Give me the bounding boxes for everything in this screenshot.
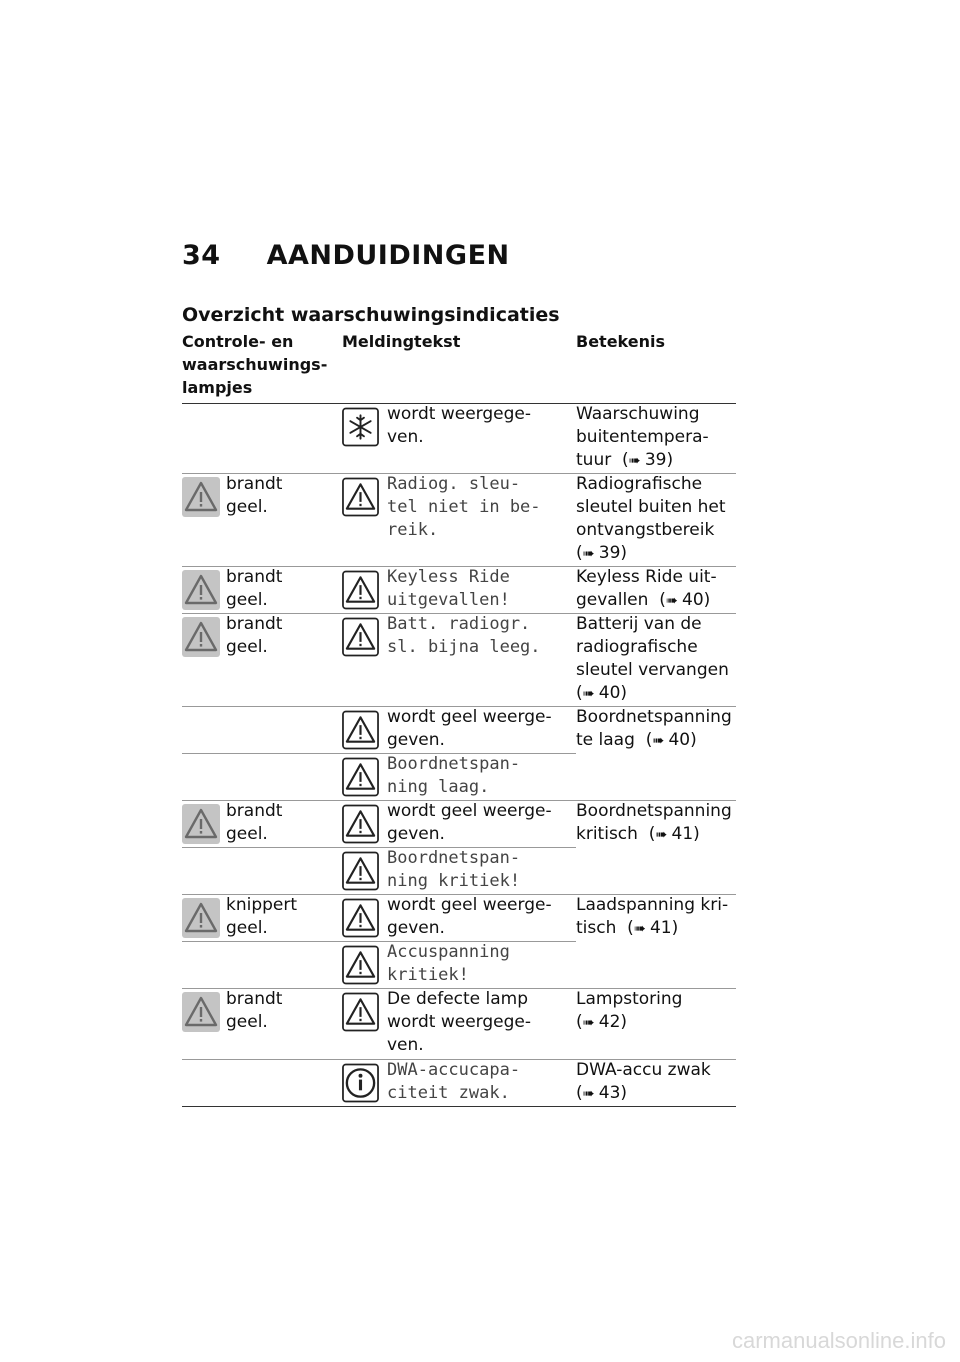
message-line: De defecte lamp <box>387 989 529 1009</box>
page-reference-arrow-icon: ➠ <box>655 827 667 843</box>
meaning-text <box>576 894 728 941</box>
column-header-lamps <box>182 330 327 399</box>
lamp-status <box>226 566 282 612</box>
display-message <box>387 941 510 987</box>
message-line: geven. <box>387 730 445 750</box>
lamp-status <box>226 894 297 940</box>
meaning-text <box>576 1059 711 1106</box>
message-text <box>387 894 552 940</box>
lamp-status-line: geel. <box>226 824 268 844</box>
warning-lamp-icon <box>182 617 220 657</box>
message-text <box>387 988 531 1057</box>
warning-lamp-icon <box>182 570 220 610</box>
display-message <box>387 1059 520 1105</box>
general-warning-icon <box>342 710 379 750</box>
info-icon <box>342 1063 379 1103</box>
meaning-text <box>576 800 732 847</box>
meaning-line: kritisch (➠ 41) <box>576 824 700 844</box>
warning-lamp-icon <box>182 898 220 938</box>
meaning-text <box>576 403 709 473</box>
general-warning-icon <box>342 804 379 844</box>
meaning-text <box>576 613 729 706</box>
display-message-line: ning laag. <box>387 777 490 797</box>
lamp-status <box>226 613 282 659</box>
column-header-lamps-line: waarschuwings- <box>182 355 328 374</box>
watermark: carmanualsonline.info <box>731 1328 946 1353</box>
chapter-heading <box>182 240 510 271</box>
meaning-text <box>576 988 682 1035</box>
meaning-word: tuur <box>576 450 612 470</box>
lamp-status-line: geel. <box>226 590 268 610</box>
column-header-message: Meldingtekst <box>342 332 461 351</box>
message-line: geven. <box>387 918 445 938</box>
lamp-status-line: geel. <box>226 918 268 938</box>
lamp-status <box>226 988 282 1034</box>
meaning-line: sleutel buiten het <box>576 497 726 517</box>
message-text <box>387 706 552 752</box>
meaning-line: Lampstoring <box>576 989 683 1009</box>
general-warning-icon <box>342 757 379 797</box>
warning-lamp-icon <box>182 477 220 517</box>
column-header-meaning: Betekenis <box>576 332 666 351</box>
message-line: wordt geel weerge- <box>387 895 552 915</box>
general-warning-icon <box>342 477 379 517</box>
warning-lamp-icon <box>182 992 220 1032</box>
lamp-status-line: knippert <box>226 895 298 915</box>
meaning-line: tuur (➠ 39) <box>576 450 674 470</box>
display-message-line: Batt. radiogr. <box>387 614 531 634</box>
column-header-lamps-line: Controle- en <box>182 332 294 351</box>
meaning-line: Batterij van de <box>576 614 702 634</box>
page-reference[interactable]: 42) <box>598 1012 628 1032</box>
meaning-word: tisch <box>576 918 617 938</box>
page-reference-arrow-icon: ➠ <box>628 453 640 469</box>
lamp-status-line: geel. <box>226 637 268 657</box>
meaning-line: Waarschuwing <box>576 404 700 424</box>
meaning-line: (➠ 42) <box>576 1012 628 1032</box>
meaning-line: DWA-accu zwak <box>576 1060 711 1080</box>
meaning-word: te laag <box>576 730 635 750</box>
page-reference[interactable]: 41) <box>671 824 700 844</box>
message-line: geven. <box>387 824 445 844</box>
lamp-status-line: geel. <box>226 1012 268 1032</box>
message-line: ven. <box>387 1035 424 1055</box>
meaning-line: Keyless Ride uit- <box>576 567 717 587</box>
meaning-word: kritisch <box>576 824 638 844</box>
page-reference[interactable]: 40) <box>668 730 697 750</box>
meaning-line: radiografische <box>576 637 698 657</box>
message-line: wordt weergege- <box>387 404 532 424</box>
display-message-line: citeit zwak. <box>387 1083 510 1103</box>
lamp-status-line: brandt <box>226 474 283 494</box>
lamp-status-line: brandt <box>226 801 283 821</box>
lamp-status-line: brandt <box>226 567 283 587</box>
page-reference[interactable]: 43) <box>598 1083 628 1103</box>
display-message-line: Accuspanning <box>387 942 510 962</box>
meaning-text <box>576 706 732 753</box>
message-line: wordt geel weerge- <box>387 801 552 821</box>
display-message-line: kritiek! <box>387 965 469 985</box>
display-message <box>387 613 541 659</box>
display-message-line: sl. bijna leeg. <box>387 637 541 657</box>
display-message-line: Boordnetspan- <box>387 848 521 868</box>
meaning-line: ontvangstbereik <box>576 520 715 540</box>
page-reference-arrow-icon: ➠ <box>582 1086 594 1102</box>
message-line: ven. <box>387 427 424 447</box>
general-warning-icon <box>342 945 379 985</box>
display-message <box>387 847 520 893</box>
meaning-word: gevallen <box>576 590 649 610</box>
display-message-line: uitgevallen! <box>387 590 510 610</box>
message-text <box>387 800 552 846</box>
warning-lamp-icon <box>182 804 220 844</box>
display-message-line: ning kritiek! <box>387 871 521 891</box>
chapter-number: 34 <box>182 240 221 271</box>
general-warning-icon <box>342 851 379 891</box>
meaning-line: Boordnetspanning <box>576 801 732 821</box>
lamp-status <box>226 800 282 846</box>
lamp-status-line: geel. <box>226 497 268 517</box>
meaning-line: (➠ 39) <box>576 543 628 563</box>
meaning-line: gevallen (➠ 40) <box>576 590 711 610</box>
display-message <box>387 473 541 542</box>
meaning-text <box>576 473 726 566</box>
general-warning-icon <box>342 992 379 1032</box>
general-warning-icon <box>342 898 379 938</box>
lamp-status <box>226 473 282 519</box>
page-reference-arrow-icon: ➠ <box>582 686 594 702</box>
table-rule <box>182 941 576 942</box>
table-rule <box>182 1106 736 1107</box>
page-reference-arrow-icon: ➠ <box>652 733 664 749</box>
display-message-line: reik. <box>387 520 439 540</box>
page-reference-arrow-icon: ➠ <box>633 921 645 937</box>
lamp-status-line: brandt <box>226 989 283 1009</box>
meaning-line: buitentempera- <box>576 427 709 447</box>
meaning-line: Boordnetspanning <box>576 707 732 727</box>
page-reference-arrow-icon: ➠ <box>582 546 594 562</box>
general-warning-icon <box>342 570 379 610</box>
column-header-lamps-line: lampjes <box>182 378 253 397</box>
page-reference[interactable]: 39) <box>598 543 628 563</box>
lamp-status-line: brandt <box>226 614 283 634</box>
frost-warning-icon <box>342 407 379 447</box>
display-message-line: Boordnetspan- <box>387 754 521 774</box>
page-reference[interactable]: 41) <box>649 918 679 938</box>
display-message-line: Keyless Ride <box>387 567 510 587</box>
meaning-line: tisch (➠ 41) <box>576 918 679 938</box>
page-reference-arrow-icon: ➠ <box>665 593 677 609</box>
meaning-line: te laag (➠ 40) <box>576 730 697 750</box>
message-line: wordt geel weerge- <box>387 707 552 727</box>
chapter-title: AANDUIDINGEN <box>266 240 510 271</box>
meaning-line: (➠ 40) <box>576 683 628 703</box>
meaning-line: Radiografische <box>576 474 703 494</box>
display-message <box>387 753 520 799</box>
page-reference-arrow-icon: ➠ <box>582 1015 594 1031</box>
page-reference[interactable]: 39) <box>644 450 674 470</box>
display-message-line: Radiog. sleu- <box>387 474 521 494</box>
message-text <box>387 403 531 449</box>
general-warning-icon <box>342 617 379 657</box>
page-reference[interactable]: 40) <box>682 590 711 610</box>
display-message-line: DWA-accucapa- <box>387 1060 521 1080</box>
display-message <box>387 566 510 612</box>
section-title: Overzicht waarschuwingsindicaties <box>182 304 560 326</box>
message-line: wordt weergege- <box>387 1012 532 1032</box>
page-reference[interactable]: 40) <box>598 683 628 703</box>
meaning-line: (➠ 43) <box>576 1083 628 1103</box>
meaning-text <box>576 566 717 613</box>
display-message-line: tel niet in be- <box>387 497 541 517</box>
meaning-line: sleutel vervangen <box>576 660 729 680</box>
meaning-line: Laadspanning kri- <box>576 895 729 915</box>
